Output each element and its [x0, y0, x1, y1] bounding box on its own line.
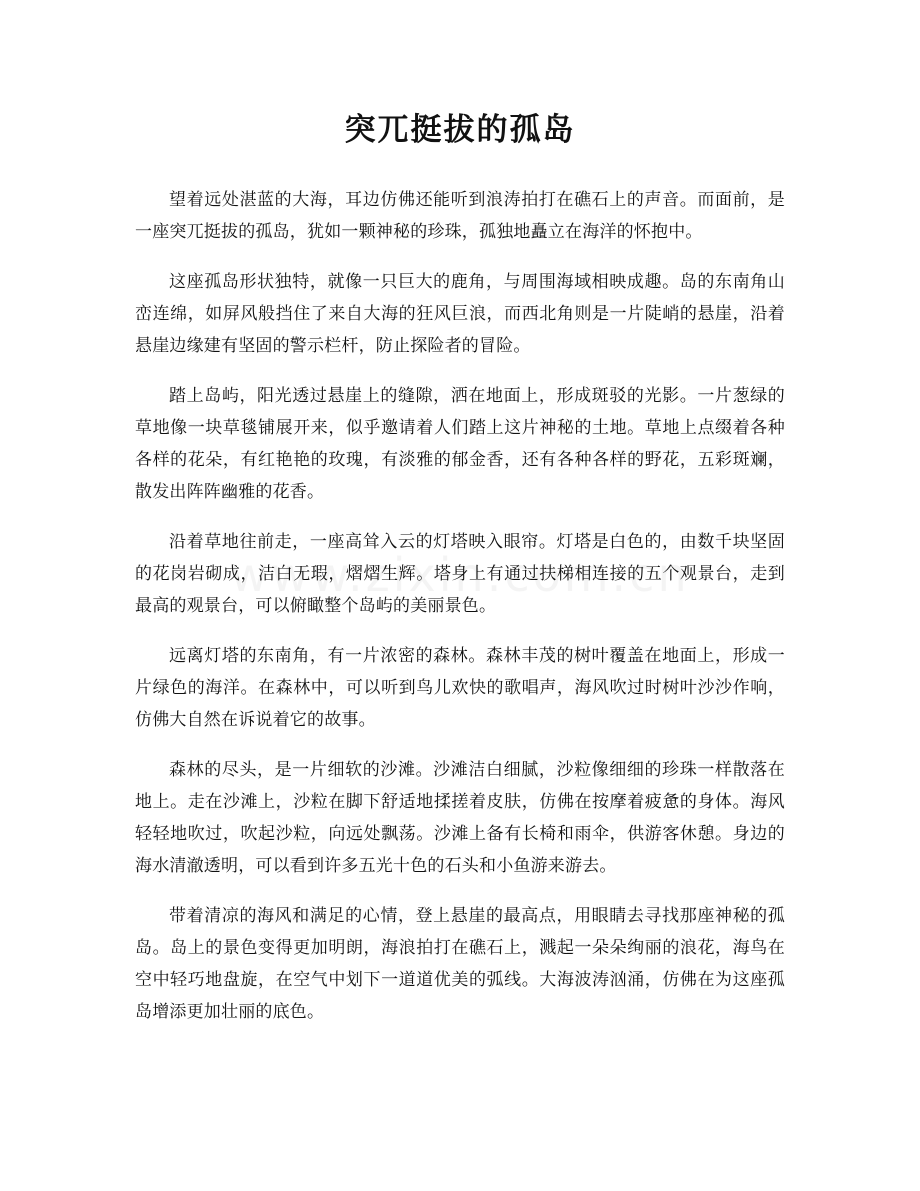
- paragraph: 这座孤岛形状独特，就像一只巨大的鹿角，与周围海域相映成趣。岛的东南角山峦连绵，如屏风般挡住了来自大海的狂风巨浪，而西北角则是一片陡峭的悬崖，沿着悬崖边缘建有坚固的警示栏杆，防止探险者的冒险。: [135, 272, 785, 356]
- page-title: 突兀挺拔的孤岛: [344, 112, 576, 148]
- paragraph: 带着清凉的海风和满足的心情，登上悬崖的最高点，用眼睛去寻找那座神秘的孤岛。岛上的景色变得更加明朗，海浪拍打在礁石上，溅起一朵朵绚丽的浪花，海鸟在空中轻巧地盘旋，在空气中划下一道道优美的弧线。大海波涛汹涌，仿佛在为这座孤岛增添更加壮丽的底色。: [135, 906, 785, 1022]
- paragraph: 森林的尽头，是一片细软的沙滩。沙滩洁白细腻，沙粒像细细的珍珠一样散落在地上。走在沙滩上，沙粒在脚下舒适地揉搓着皮肤，仿佛在按摩着疲惫的身体。海风轻轻地吹过，吹起沙粒，向远处飘荡。沙滩上备有长椅和雨伞，供游客休憩。身边的海水清澈透明，可以看到许多五光十色的石头和小鱼游来游去。: [135, 760, 785, 876]
- paragraph: 望着远处湛蓝的大海，耳边仿佛还能听到浪涛拍打在礁石上的声音。而面前，是一座突兀挺拔的孤岛，犹如一颗神秘的珍珠，孤独地矗立在海洋的怀抱中。: [135, 190, 785, 242]
- paragraph: 沿着草地往前走，一座高耸入云的灯塔映入眼帘。灯塔是白色的，由数千块坚固的花岗岩砌成，洁白无瑕，熠熠生辉。塔身上有通过扶梯相连接的五个观景台，走到最高的观景台，可以俯瞰整个岛屿的美丽景色。: [135, 532, 785, 616]
- paragraph: 远离灯塔的东南角，有一片浓密的森林。森林丰茂的树叶覆盖在地面上，形成一片绿色的海洋。在森林中，可以听到鸟儿欢快的歌唱声，海风吹过时树叶沙沙作响，仿佛大自然在诉说着它的故事。: [135, 646, 785, 730]
- document-body: [135, 184, 785, 1046]
- paragraph: 踏上岛屿，阳光透过悬崖上的缝隙，洒在地面上，形成斑驳的光影。一片葱绿的草地像一块草毯铺展开来，似乎邀请着人们踏上这片神秘的土地。草地上点缀着各种各样的花朵，有红艳艳的玫瑰，有淡雅的郁金香，还有各种各样的野花，五彩斑斓，散发出阵阵幽雅的花香。: [135, 386, 785, 502]
